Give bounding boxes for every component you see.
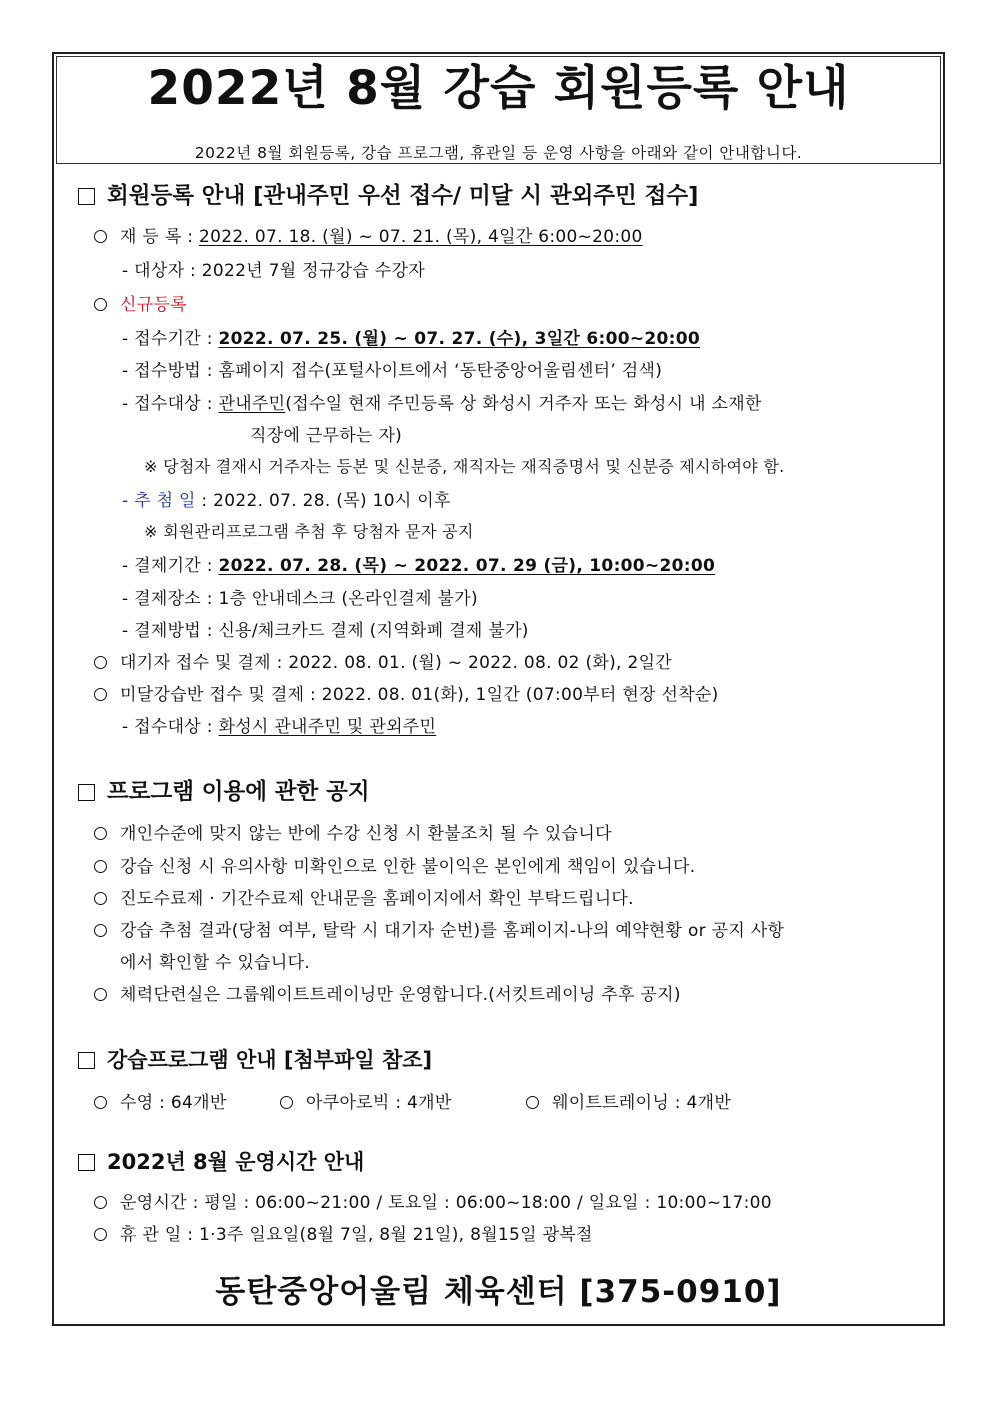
program-weight: 웨이트트레이닝 : 4개반 — [526, 1088, 731, 1113]
notice-item: 진도수료제 · 기간수료제 안내문을 홈페이지에서 확인 부탁드립니다. — [94, 884, 634, 909]
payment-period: - 결제기간 : 2022. 07. 28. (목) ~ 2022. 07. 29 (금), 10:00~20:00 — [122, 556, 716, 576]
square-bullet-icon — [78, 1154, 95, 1171]
square-bullet-icon — [78, 784, 95, 801]
rereg-line: 재 등 록 : 2022. 07. 18. (월) ~ 07. 21. (목), 4일간 6:00~20:00 — [94, 222, 643, 247]
rereg-target: - 대상자 : 2022년 7월 정규강습 수강자 — [122, 261, 425, 281]
footer-contact: 동탄중앙어울림 체육센터 [375-0910] — [215, 1274, 782, 1310]
circle-bullet-icon — [94, 230, 107, 243]
circle-bullet-icon — [94, 892, 107, 905]
circle-bullet-icon — [94, 827, 107, 840]
draw-date: - 추 첨 일 : 2022. 07. 28. (목) 10시 이후 — [122, 491, 451, 511]
square-bullet-icon — [78, 188, 95, 205]
notice-item-cont: 에서 확인할 수 있습니다. — [120, 953, 311, 973]
circle-bullet-icon — [94, 298, 107, 311]
circle-bullet-icon — [94, 924, 107, 937]
circle-bullet-icon — [94, 988, 107, 1001]
section-programs-heading: 강습프로그램 안내 [첨부파일 참조] — [78, 1044, 432, 1074]
circle-bullet-icon — [94, 1228, 107, 1241]
circle-bullet-icon — [526, 1096, 539, 1109]
page-title: 2022년 8월 강습 회원등록 안내 — [147, 61, 850, 116]
new-reg-target-note: ※ 당첨자 결재시 거주자는 등본 및 신분증, 재직자는 재직증명서 및 신분증 제시하여야 함. — [144, 457, 785, 476]
section-program-notice-heading: 프로그램 이용에 관한 공지 — [78, 774, 370, 806]
square-bullet-icon — [78, 1052, 95, 1069]
circle-bullet-icon — [280, 1096, 293, 1109]
content — [54, 164, 943, 1324]
circle-bullet-icon — [94, 1196, 107, 1209]
section-hours-heading: 2022년 8월 운영시간 안내 — [78, 1146, 364, 1176]
program-aqua: 아쿠아로빅 : 4개반 — [280, 1088, 452, 1113]
closed-days: 휴 관 일 : 1·3주 일요일(8월 7일, 8월 21일), 8월15일 광복절 — [94, 1220, 593, 1245]
program-swim: 수영 : 64개반 — [94, 1088, 227, 1113]
section-registration-heading: 회원등록 안내 [관내주민 우선 접수/ 미달 시 관외주민 접수] — [78, 178, 698, 210]
new-reg-method: - 접수방법 : 홈페이지 접수(포털사이트에서 ‘동탄중앙어울림센터’ 검색) — [122, 361, 663, 381]
circle-bullet-icon — [94, 688, 107, 701]
draw-note: ※ 회원관리프로그램 추첨 후 당첨자 문자 공지 — [144, 522, 474, 541]
notice-item: 강습 추첨 결과(당첨 여부, 탈락 시 대기자 순번)를 홈페이지-나의 예약현황 or 공지 사항 — [94, 916, 784, 941]
new-reg-line: 신규등록 — [94, 290, 187, 315]
notice-item: 개인수준에 맞지 않는 반에 수강 신청 시 환불조치 될 수 있습니다 — [94, 819, 612, 844]
rereg-period: 2022. 07. 18. (월) ~ 07. 21. (목), 4일간 6:00~20:00 — [199, 227, 643, 247]
notice-item: 체력단련실은 그룹웨이트트레이닝만 운영합니다.(서킷트레이닝 추후 공지) — [94, 980, 681, 1005]
circle-bullet-icon — [94, 860, 107, 873]
header-box — [56, 56, 941, 164]
payment-place: - 결제장소 : 1층 안내데스크 (온라인결제 불가) — [122, 589, 478, 609]
operating-hours: 운영시간 : 평일 : 06:00~21:00 / 토요일 : 06:00~18:00 / 일요일 : 10:00~17:00 — [94, 1188, 772, 1213]
unfilled-target: - 접수대상 : 화성시 관내주민 및 관외주민 — [122, 717, 437, 737]
notice-item: 강습 신청 시 유의사항 미확인으로 인한 불이익은 본인에게 책임이 있습니다. — [94, 852, 695, 877]
new-reg-period: - 접수기간 : 2022. 07. 25. (월) ~ 07. 27. (수), 3일간 6:00~20:00 — [122, 329, 701, 349]
new-reg-target: - 접수대상 : 관내주민(접수일 현재 주민등록 상 화성시 거주자 또는 화성시 내 소재한 — [122, 394, 762, 414]
circle-bullet-icon — [94, 656, 107, 669]
unfilled-line: 미달강습반 접수 및 결제 : 2022. 08. 01(화), 1일간 (07:00부터 현장 선착순) — [94, 680, 719, 705]
new-reg-target-cont: 직장에 근무하는 자) — [250, 426, 403, 446]
document-frame — [52, 52, 945, 1326]
waitlist-line: 대기자 접수 및 결제 : 2022. 08. 01. (월) ~ 2022. 08. 02 (화), 2일간 — [94, 648, 672, 673]
circle-bullet-icon — [94, 1096, 107, 1109]
page-subtitle: 2022년 8월 회원등록, 강습 프로그램, 휴관일 등 운영 사항을 아래와 같이 안내합니다. — [194, 144, 803, 162]
payment-method: - 결제방법 : 신용/체크카드 결제 (지역화폐 결제 불가) — [122, 621, 529, 641]
